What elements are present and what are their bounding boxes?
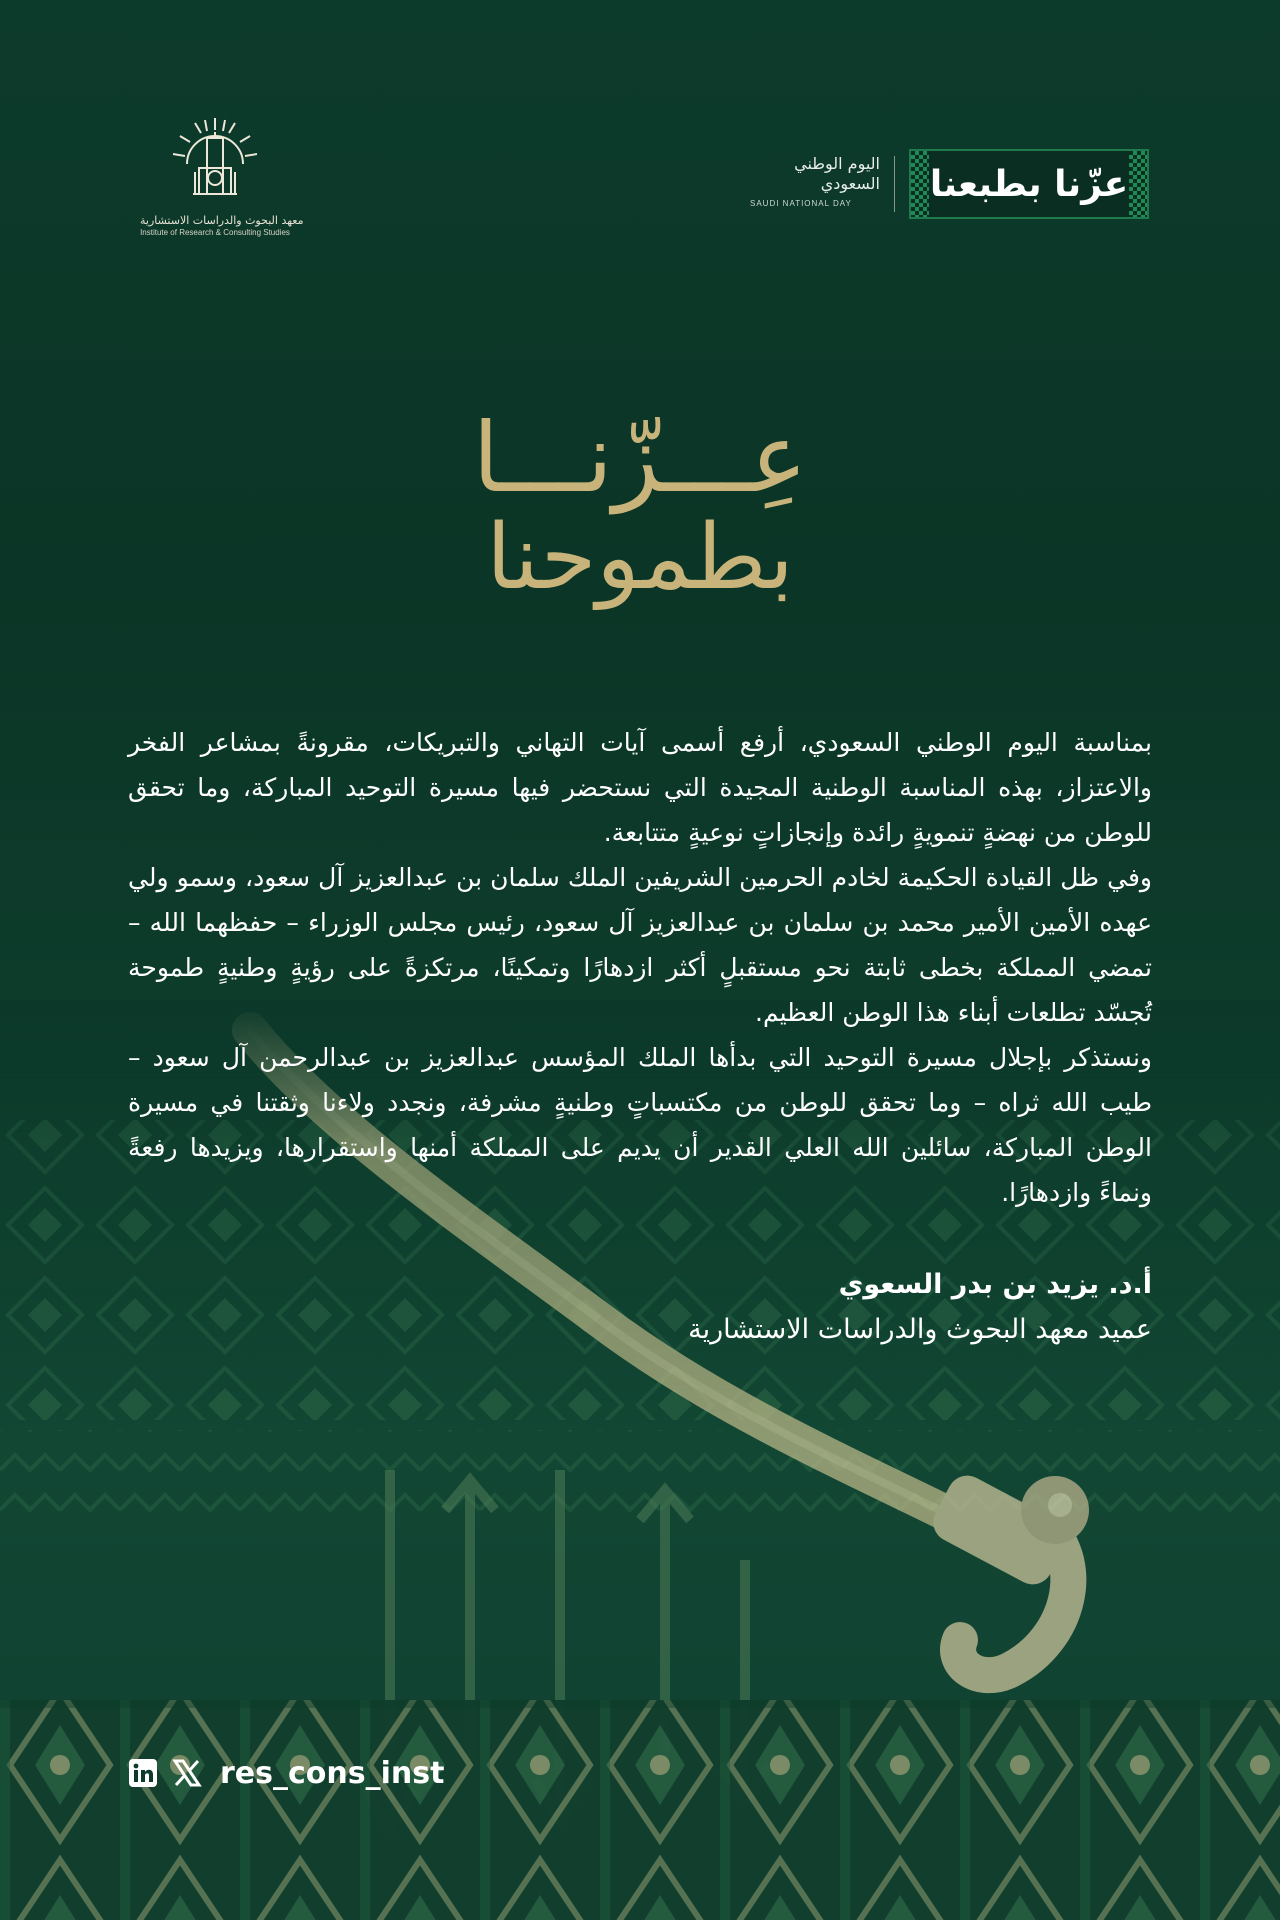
checker-pattern-left <box>911 151 929 217</box>
signer-name: أ.د. يزيد بن بدر السعوي <box>838 1269 1152 1300</box>
social-links <box>128 1753 444 1793</box>
institute-name-arabic: معهد البحوث والدراسات الاستشارية <box>140 214 304 227</box>
slogan-badge <box>909 149 1149 219</box>
title-line-1: عِـــزّنـــا <box>472 402 808 514</box>
title-line-2: بطموحنا <box>486 505 794 610</box>
national-day-english: SAUDI NATIONAL DAY <box>750 199 852 208</box>
national-day-arabic-line-2: السعودي <box>820 174 880 193</box>
message-paragraph-2: وفي ظل القيادة الحكيمة لخادم الحرمين الشريفين الملك سلمان بن عبدالعزيز آل سعود، وسمو ولي عهده الأمين الأمير محمد بن سلمان بن عبدالعزيز آل سعود، رئيس مجلس الوزراء – حفظهما الله – تمضي المملكة بخطى ثابتة نحو مستقبلٍ أكثر ازدهارًا وتمكينًا، مرتكزةً على رؤيةٍ وطنيةٍ طموحة تُجسّد تطلعات أبناء هذا الوطن العظيم. <box>128 863 1152 1027</box>
institute-name-english: Institute of Research & Consulting Studies <box>140 228 290 237</box>
checker-pattern-right <box>1129 151 1147 217</box>
message-paragraph-3: ونستذكر بإجلال مسيرة التوحيد التي بدأها الملك المؤسس عبدالعزيز بن عبدالرحمن آل سعود – طيب الله ثراه – وما تحقق للوطن من مكتسباتٍ وطنيةٍ مشرفة، ونجدد ولاءنا وثقتنا في مسيرة الوطن المباركة، سائلين الله العلي القدير أن يديم على المملكة أمنها واستقرارها، ويزيدها رفعةً ونماءً وازدهارًا. <box>128 1043 1152 1207</box>
congratulation-message <box>128 720 1152 1215</box>
slogan-badge-text: عزّنا بطبعنا <box>929 163 1129 205</box>
national-day-arabic-line-1: اليوم الوطني <box>794 154 880 173</box>
linkedin-icon[interactable] <box>128 1758 158 1788</box>
national-day-logo <box>750 148 1149 220</box>
social-handle[interactable]: res_cons_inst <box>220 1755 445 1791</box>
institute-emblem-icon <box>165 112 265 212</box>
x-icon[interactable] <box>172 1758 202 1788</box>
signer-position: عميد معهد البحوث والدراسات الاستشارية <box>688 1314 1152 1345</box>
institute-logo <box>140 112 304 252</box>
national-day-text <box>750 154 880 214</box>
message-paragraph-1: بمناسبة اليوم الوطني السعودي، أرفع أسمى آيات التهاني والتبريكات، مقرونةً بمشاعر الفخر والاعتزاز، بهذه المناسبة الوطنية المجيدة التي نستحضر فيها مسيرة التوحيد المباركة، وما تحقق للوطن من نهضةٍ تنمويةٍ رائدة وإنجازاتٍ نوعيةٍ متتابعة. <box>128 728 1152 847</box>
national-day-divider <box>894 156 895 212</box>
signature-block <box>688 1262 1152 1352</box>
poster-title <box>330 402 950 610</box>
